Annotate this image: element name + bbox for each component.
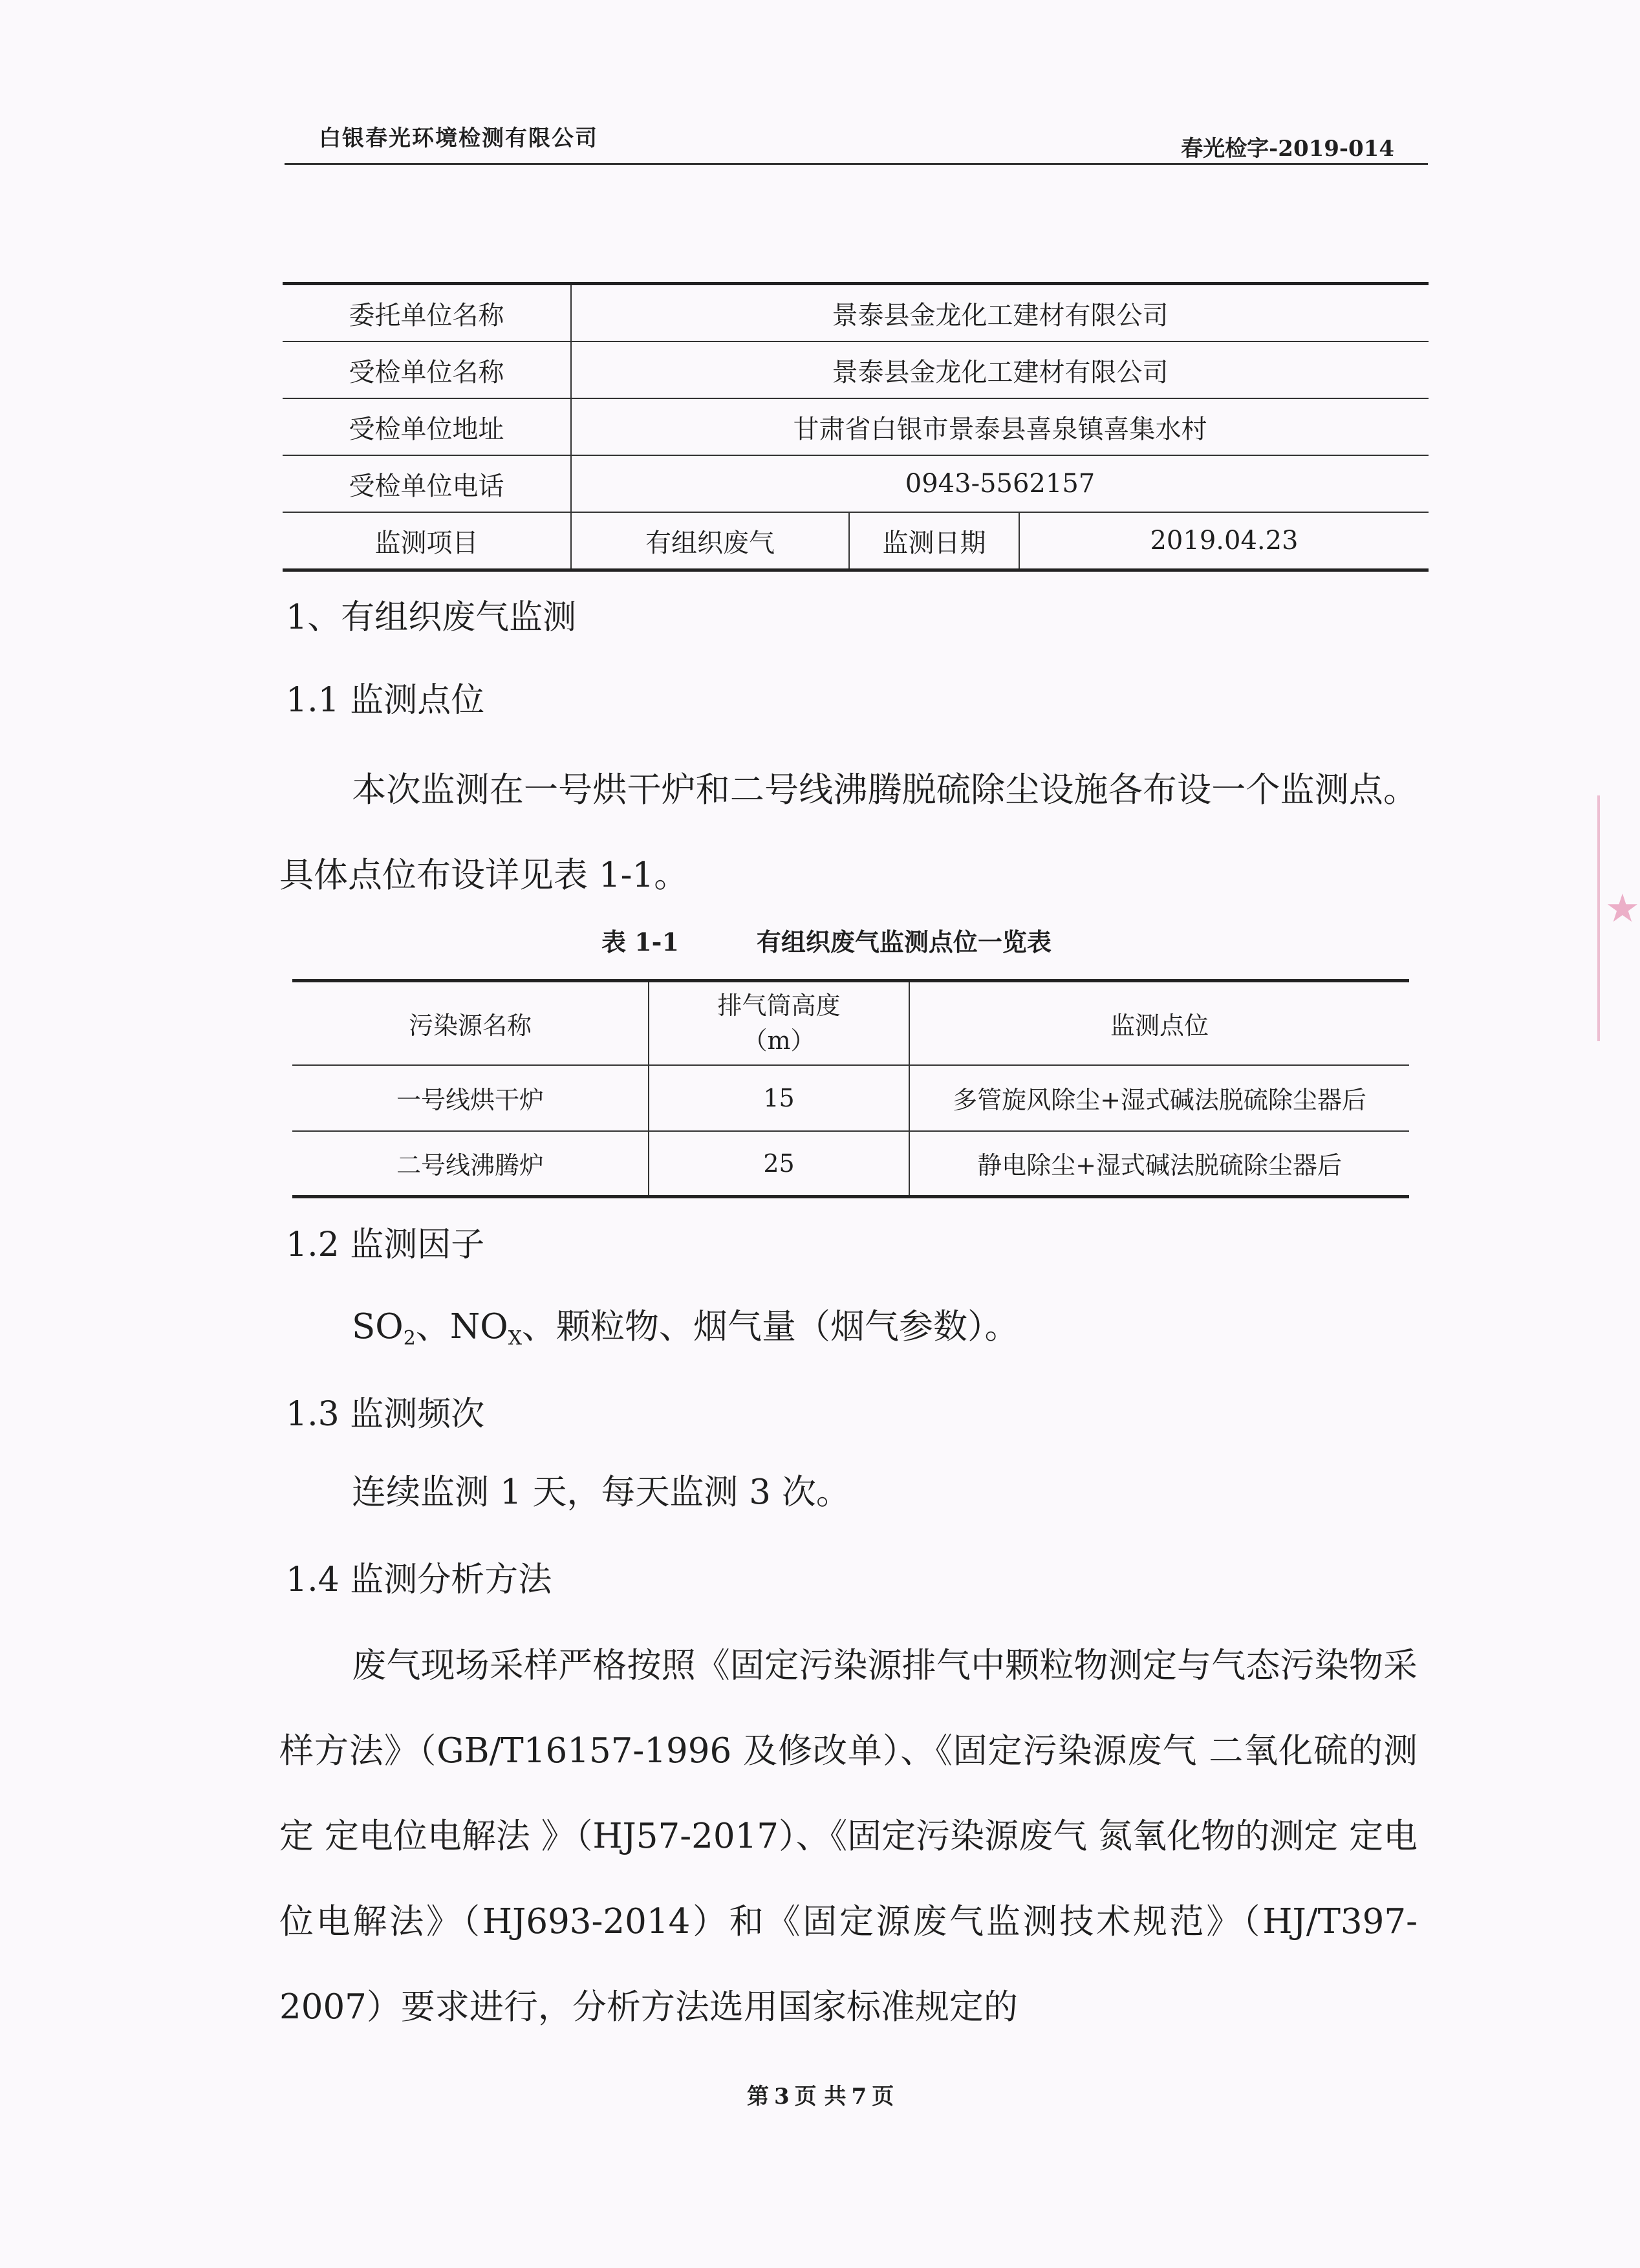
- info-row: [283, 455, 1429, 512]
- table-cell: 25: [649, 1131, 909, 1197]
- header-company: 白银春光环境检测有限公司: [319, 125, 598, 151]
- footer-middle: 页 共: [794, 2084, 847, 2110]
- nox-text: 、NO: [415, 1307, 508, 1346]
- info-row: [283, 284, 1429, 342]
- date-label: 监测日期: [849, 512, 1019, 570]
- info-value: 景泰县金龙化工建材有限公司: [571, 284, 1429, 342]
- table-header-row: [292, 981, 1409, 1065]
- paragraph: [279, 748, 1418, 918]
- paragraph: [279, 1284, 1418, 1381]
- table-row: [292, 1065, 1409, 1131]
- paragraph-text: 废气现场采样严格按照《固定污染源排气中颗粒物测定与气态污染物采样方法》（GB/T16157-1996 及修改单）、《固定污染源废气 二氧化硫的测定 定电位电解法 》（HJ57-2017）、《固定污染源废气 氮氧化物的测定 定电位电解法》（HJ693-2014）和《固定源废气监测技术规范》（HJ/T397-2007）要求进行，分析方法选用国家标准规定的: [279, 1646, 1418, 2027]
- table-caption: [601, 922, 1052, 958]
- table-title: 有组织废气监测点位一览表: [756, 927, 1052, 956]
- paragraph-text: 连续监测 1 天，每天监测 3 次。: [352, 1473, 850, 1512]
- info-table: [283, 282, 1429, 572]
- subsection-heading: 1.3 监测频次: [286, 1395, 485, 1434]
- so2-text: SO: [352, 1307, 404, 1346]
- info-label: 受检单位电话: [283, 455, 571, 512]
- paragraph: [279, 1450, 1418, 1535]
- info-row: [283, 341, 1429, 398]
- header-divider: [285, 163, 1428, 165]
- height-header-unit: （m）: [742, 1026, 815, 1055]
- page-total: 7: [851, 2084, 867, 2110]
- section-heading: 1、有组织废气监测: [286, 598, 577, 637]
- paragraph-text: 本次监测在一号烘干炉和二号线沸腾脱硫除尘设施各布设一个监测点。具体点位布设详见表 1-1。: [279, 770, 1418, 895]
- subsection-heading: 1.4 监测分析方法: [286, 1561, 552, 1599]
- table-number: 表 1-1: [601, 927, 679, 956]
- table-row: [292, 1131, 1409, 1197]
- header-report-number: 春光检字-2019-014: [1181, 136, 1394, 162]
- info-label: 委托单位名称: [283, 284, 571, 342]
- table-cell: 二号线沸腾炉: [292, 1131, 649, 1197]
- table-header-cell: 污染源名称: [292, 981, 649, 1065]
- table-cell: 15: [649, 1065, 909, 1131]
- info-value: 甘肃省白银市景泰县喜泉镇喜集水村: [571, 398, 1429, 455]
- height-header-label: 排气筒高度: [717, 991, 841, 1021]
- monitoring-item: 有组织废气: [571, 512, 849, 570]
- info-label: 受检单位地址: [283, 398, 571, 455]
- subsection-heading: 1.1 监测点位: [286, 681, 485, 720]
- subscript: 2: [403, 1327, 416, 1350]
- info-label: 受检单位名称: [283, 341, 571, 398]
- subscript: X: [508, 1327, 523, 1350]
- monitoring-point-table: [292, 979, 1409, 1198]
- paragraph-text: 、颗粒物、烟气量（烟气参数）。: [522, 1307, 1019, 1346]
- info-value: 0943-5562157: [571, 455, 1429, 512]
- paragraph: [279, 1623, 1418, 2050]
- footer-prefix: 第: [747, 2084, 769, 2110]
- info-row: [283, 398, 1429, 455]
- monitoring-date: 2019.04.23: [1019, 512, 1429, 570]
- table-header-cell: [649, 981, 909, 1065]
- footer-suffix: 页: [872, 2084, 894, 2110]
- table-cell: 多管旋风除尘+湿式碱法脱硫除尘器后: [909, 1065, 1409, 1131]
- table-cell: 一号线烘干炉: [292, 1065, 649, 1131]
- page-number: 3: [774, 2084, 790, 2110]
- info-value: 景泰县金龙化工建材有限公司: [571, 341, 1429, 398]
- stamp-star-icon: ★: [1605, 886, 1640, 931]
- table-header-cell: 监测点位: [909, 981, 1409, 1065]
- seal-stamp-fragment: [1597, 795, 1640, 1041]
- info-row: [283, 512, 1429, 570]
- subsection-heading: 1.2 监测因子: [286, 1226, 485, 1264]
- info-label: 监测项目: [283, 512, 571, 570]
- table-cell: 静电除尘+湿式碱法脱硫除尘器后: [909, 1131, 1409, 1197]
- page-footer: [747, 2079, 894, 2110]
